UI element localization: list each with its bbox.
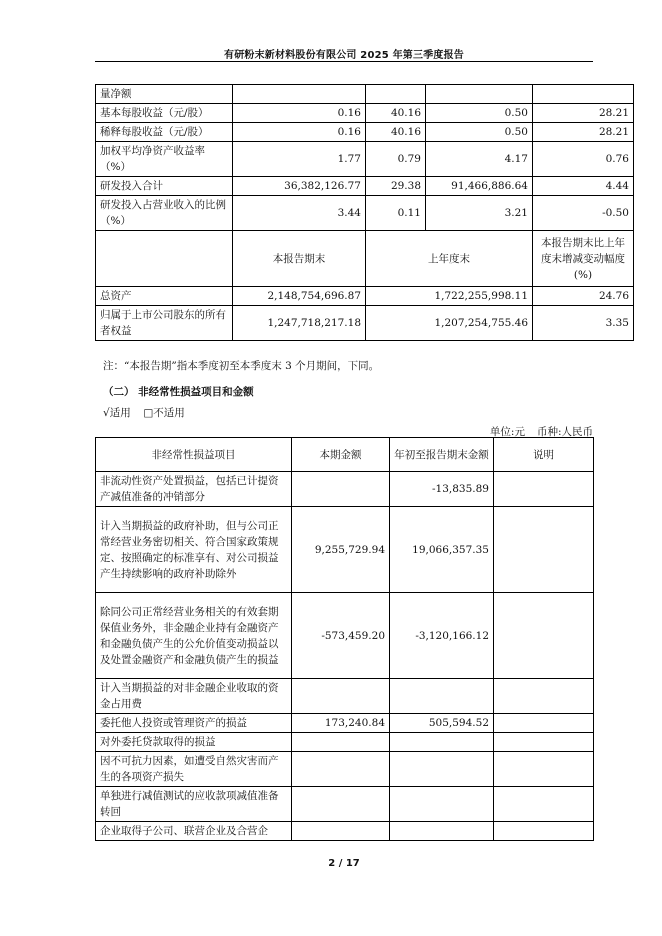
current-period-value	[233, 85, 366, 104]
ytd-amount-header: 年初至报告期末金额	[390, 438, 494, 472]
period-end-header: 本报告期末	[233, 231, 366, 287]
current-amount	[292, 787, 390, 822]
ytd-change-value: 28.21	[533, 123, 634, 142]
financial-indicators-table	[95, 84, 634, 341]
remark	[494, 822, 594, 841]
current-period-value: 0.16	[233, 104, 366, 123]
ytd-value: 0.50	[426, 104, 533, 123]
prior-year-end-header: 上年度末	[366, 231, 533, 287]
item-description: 企业取得子公司、联营企业及合营企	[96, 822, 292, 841]
indicator-row	[96, 123, 634, 142]
item-description: 对外委托贷款取得的损益	[96, 733, 292, 752]
table-row	[96, 787, 594, 822]
table-row	[96, 507, 594, 593]
remark	[494, 714, 594, 733]
current-amount: 9,255,729.94	[292, 507, 390, 593]
change-ratio-value: 24.76	[533, 287, 634, 306]
header-divider	[95, 61, 593, 62]
table-row	[96, 752, 594, 787]
ytd-change-value: 28.21	[533, 104, 634, 123]
item-header: 非经常性损益项目	[96, 438, 292, 472]
indicator-row	[96, 177, 634, 196]
table-row	[96, 679, 594, 714]
current-period-value: 3.44	[233, 196, 366, 231]
current-amount: -573,459.20	[292, 593, 390, 679]
current-change-value: 29.38	[366, 177, 426, 196]
indicator-label: 加权平均净资产收益率（%）	[96, 142, 233, 177]
table-row	[96, 593, 594, 679]
item-description: 除同公司正常经营业务相关的有效套期保值业务外，非金融企业持有金融资产和金融负债产生的公允价值变动损益以及处置金融资产和金融负债产生的损益	[96, 593, 292, 679]
prior-year-end-value: 1,207,254,755.46	[366, 306, 533, 341]
current-amount	[292, 679, 390, 714]
current-change-value: 0.11	[366, 196, 426, 231]
unit-text: 单位:元	[489, 426, 525, 438]
current-change-value: 0.79	[366, 142, 426, 177]
ytd-amount	[390, 752, 494, 787]
applicability-row	[103, 405, 185, 420]
currency-text: 币种:人民币	[536, 426, 593, 438]
item-description: 计入当期损益的对非金融企业收取的资金占用费	[96, 679, 292, 714]
ytd-change-value	[533, 85, 634, 104]
current-amount	[292, 733, 390, 752]
ytd-value: 91,466,886.64	[426, 177, 533, 196]
indicator-row	[96, 142, 634, 177]
not-applicable-option: □不适用	[143, 407, 185, 419]
indicator-label: 量净额	[96, 85, 233, 104]
current-change-value: 40.16	[366, 123, 426, 142]
balance-label: 归属于上市公司股东的所有者权益	[96, 306, 233, 341]
period-end-value: 2,148,754,696.87	[233, 287, 366, 306]
balance-row	[96, 287, 634, 306]
current-amount: 173,240.84	[292, 714, 390, 733]
remark	[494, 472, 594, 507]
current-amount	[292, 472, 390, 507]
item-description: 计入当期损益的政府补助，但与公司正常经营业务密切相关、符合国家政策规定、按照确定的标准享有、对公司损益产生持续影响的政府补助除外	[96, 507, 292, 593]
current-amount	[292, 822, 390, 841]
applicable-option: √适用	[103, 407, 131, 419]
table-row	[96, 733, 594, 752]
ytd-amount: 505,594.52	[390, 714, 494, 733]
remark-header: 说明	[494, 438, 594, 472]
prior-year-end-value: 1,722,255,998.11	[366, 287, 533, 306]
remark	[494, 787, 594, 822]
indicator-label: 基本每股收益（元/股）	[96, 104, 233, 123]
indicator-label: 研发投入占营业收入的比例（%）	[96, 196, 233, 231]
period-end-value: 1,247,718,217.18	[233, 306, 366, 341]
footnote: 注：“本报告期”指本季度初至本季度末 3 个月期间，下同。	[103, 360, 380, 372]
ytd-change-value: 4.44	[533, 177, 634, 196]
current-change-value: 40.16	[366, 104, 426, 123]
ytd-change-value: -0.50	[533, 196, 634, 231]
ytd-change-value: 0.76	[533, 142, 634, 177]
table-header-row	[96, 438, 594, 472]
ytd-value: 4.17	[426, 142, 533, 177]
remark	[494, 593, 594, 679]
current-period-value: 0.16	[233, 123, 366, 142]
change-ratio-value: 3.35	[533, 306, 634, 341]
page-number: 2 / 17	[328, 858, 360, 869]
ytd-value	[426, 85, 533, 104]
indicator-row	[96, 85, 634, 104]
current-amount-header: 本期金额	[292, 438, 390, 472]
indicator-row	[96, 104, 634, 123]
ytd-amount: -13,835.89	[390, 472, 494, 507]
ytd-value: 3.21	[426, 196, 533, 231]
table-row	[96, 472, 594, 507]
non-recurring-items-body	[96, 438, 594, 841]
blank-header-cell	[96, 231, 233, 287]
change-ratio-header: 本报告期末比上年度末增减变动幅度(%)	[533, 231, 634, 287]
ytd-value: 0.50	[426, 123, 533, 142]
ytd-amount	[390, 822, 494, 841]
section-title: （二） 非经常性损益项目和金额	[103, 386, 254, 398]
ytd-amount: 19,066,357.35	[390, 507, 494, 593]
table-row	[96, 714, 594, 733]
indicator-label: 稀释每股收益（元/股）	[96, 123, 233, 142]
item-description: 委托他人投资或管理资产的损益	[96, 714, 292, 733]
table-row	[96, 822, 594, 841]
page-header: 有研粉末新材料股份有限公司 2025 年第三季度报告	[224, 50, 464, 61]
indicator-label: 研发投入合计	[96, 177, 233, 196]
non-recurring-items-table	[95, 437, 594, 841]
remark	[494, 733, 594, 752]
item-description: 单独进行减值测试的应收款项减值准备转回	[96, 787, 292, 822]
remark	[494, 752, 594, 787]
remark	[494, 507, 594, 593]
ytd-amount	[390, 787, 494, 822]
balance-row	[96, 306, 634, 341]
current-period-value: 1.77	[233, 142, 366, 177]
ytd-amount: -3,120,166.12	[390, 593, 494, 679]
balance-label: 总资产	[96, 287, 233, 306]
item-description: 因不可抗力因素，如遭受自然灾害而产生的各项资产损失	[96, 752, 292, 787]
current-amount	[292, 752, 390, 787]
current-change-value	[366, 85, 426, 104]
indicator-row	[96, 196, 634, 231]
ytd-amount	[390, 733, 494, 752]
balance-subheader-row	[96, 231, 634, 287]
current-period-value: 36,382,126.77	[233, 177, 366, 196]
item-description: 非流动性资产处置损益，包括已计提资产减值准备的冲销部分	[96, 472, 292, 507]
ytd-amount	[390, 679, 494, 714]
financial-indicators-body	[96, 85, 634, 341]
remark	[494, 679, 594, 714]
